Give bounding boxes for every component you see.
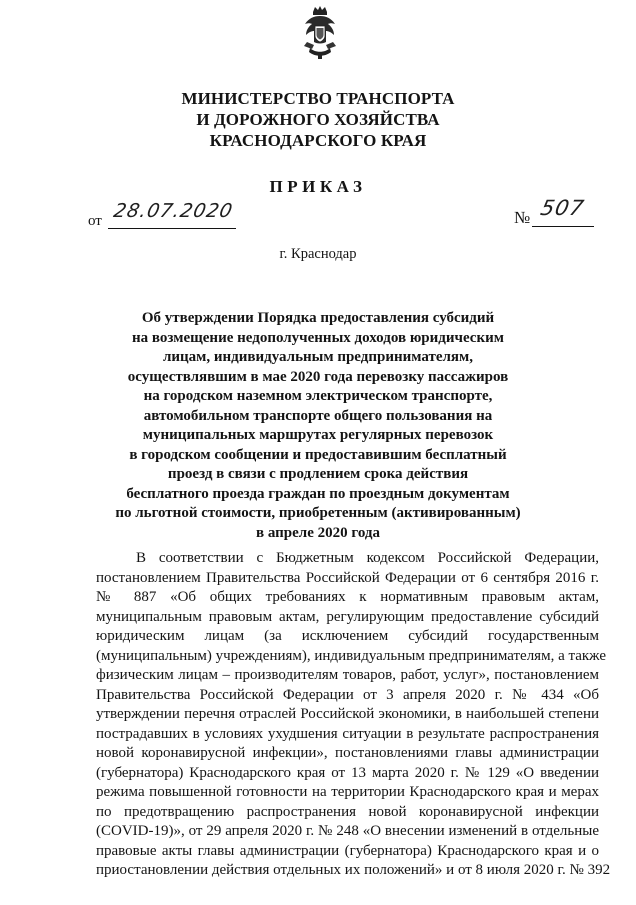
body-line: В соответствии с Бюджетным кодексом Российской Федерации, xyxy=(136,550,599,566)
handwritten-number: 507 xyxy=(538,196,587,220)
document-title xyxy=(0,309,636,543)
title-line: проезд в связи с продлением срока действия xyxy=(167,466,469,482)
body-line: приостановлении действия отдельных их положений» и от 8 июля 2020 г. № 392 xyxy=(96,862,611,878)
title-line: в апреле 2020 года xyxy=(256,524,380,541)
body-line: Правительства Российской Федерации от 3 апреля 2020 г. № 434 «Об xyxy=(96,686,599,703)
body-line: (муниципальным) учреждениям), индивидуальным предпринимателям, а также xyxy=(96,647,606,664)
organization-line: И ДОРОЖНОГО ХОЗЯЙСТВА xyxy=(196,110,440,129)
body-line: юридическим лицам (за исключением субсидий государственным xyxy=(96,628,599,644)
coat-of-arms-icon xyxy=(300,4,340,60)
date-underline xyxy=(108,228,236,229)
number-underline xyxy=(532,226,594,227)
title-line: на городском наземном электрическом транспорте, xyxy=(143,388,493,404)
body-line: правовые акты главы администрации (губернатора) Краснодарского края и о xyxy=(96,842,599,859)
title-line: автомобильном транспорте общего пользования на xyxy=(143,407,493,424)
number-label: № xyxy=(514,208,531,227)
body-line: новой коронавирусной инфекции», постановлениями главы администрации xyxy=(96,745,599,761)
title-line: в городском сообщении и предоставившим бесплатный xyxy=(129,446,507,463)
order-title: ПРИКАЗ xyxy=(269,177,367,196)
organization-name xyxy=(0,88,636,151)
organization-line: КРАСНОДАРСКОГО КРАЯ xyxy=(209,131,427,150)
body-text xyxy=(96,549,611,881)
title-line: осуществлявшим в мае 2020 года перевозку пассажиров xyxy=(127,368,509,385)
body-line: постановлением Правительства Российской Федерации от 6 сентября 2016 г. xyxy=(96,569,599,586)
title-line: на возмещение недополученных доходов юридическим xyxy=(132,329,504,346)
title-line: лицам, индивидуальным предпринимателям, xyxy=(162,349,474,365)
body-line: по предотвращению распространения новой коронавирусной инфекции xyxy=(96,803,599,820)
title-line: муниципальных маршрутах регулярных перевозок xyxy=(142,427,494,443)
body-line: физическим лицам – производителям товаров, работ, услуг», постановлением xyxy=(96,667,599,683)
handwritten-date: 28.07.2020 xyxy=(111,200,236,222)
city-name: г. Краснодар xyxy=(279,246,357,262)
organization-line: МИНИСТЕРСТВО ТРАНСПОРТА xyxy=(181,89,455,108)
body-line: пострадавших в условиях ухудшения ситуации в результате распространения xyxy=(96,725,599,742)
body-line: (COVID-19)», от 29 апреля 2020 г. № 248 «О внесении изменений в отдельные xyxy=(96,823,599,839)
body-line: (губернатора) Краснодарского края от 13 марта 2020 г. № 129 «О введении xyxy=(96,764,599,781)
body-line: муниципальным правовым актам, регулирующим предоставление субсидий xyxy=(96,608,599,625)
date-label: от xyxy=(88,213,102,229)
title-line: бесплатного проезда граждан по проездным документам xyxy=(126,485,510,502)
body-line: режима повышенной готовности на территории Краснодарского края и мерах xyxy=(96,784,599,800)
title-line: по льготной стоимости, приобретенным (активированным) xyxy=(115,505,521,521)
body-line: утверждении перечня отраслей Российской экономики, в наибольшей степени xyxy=(96,706,599,722)
body-line: № 887 «Об общих требованиях к нормативным правовым актам, xyxy=(96,589,599,605)
title-line: Об утверждении Порядка предоставления субсидий xyxy=(141,310,495,326)
